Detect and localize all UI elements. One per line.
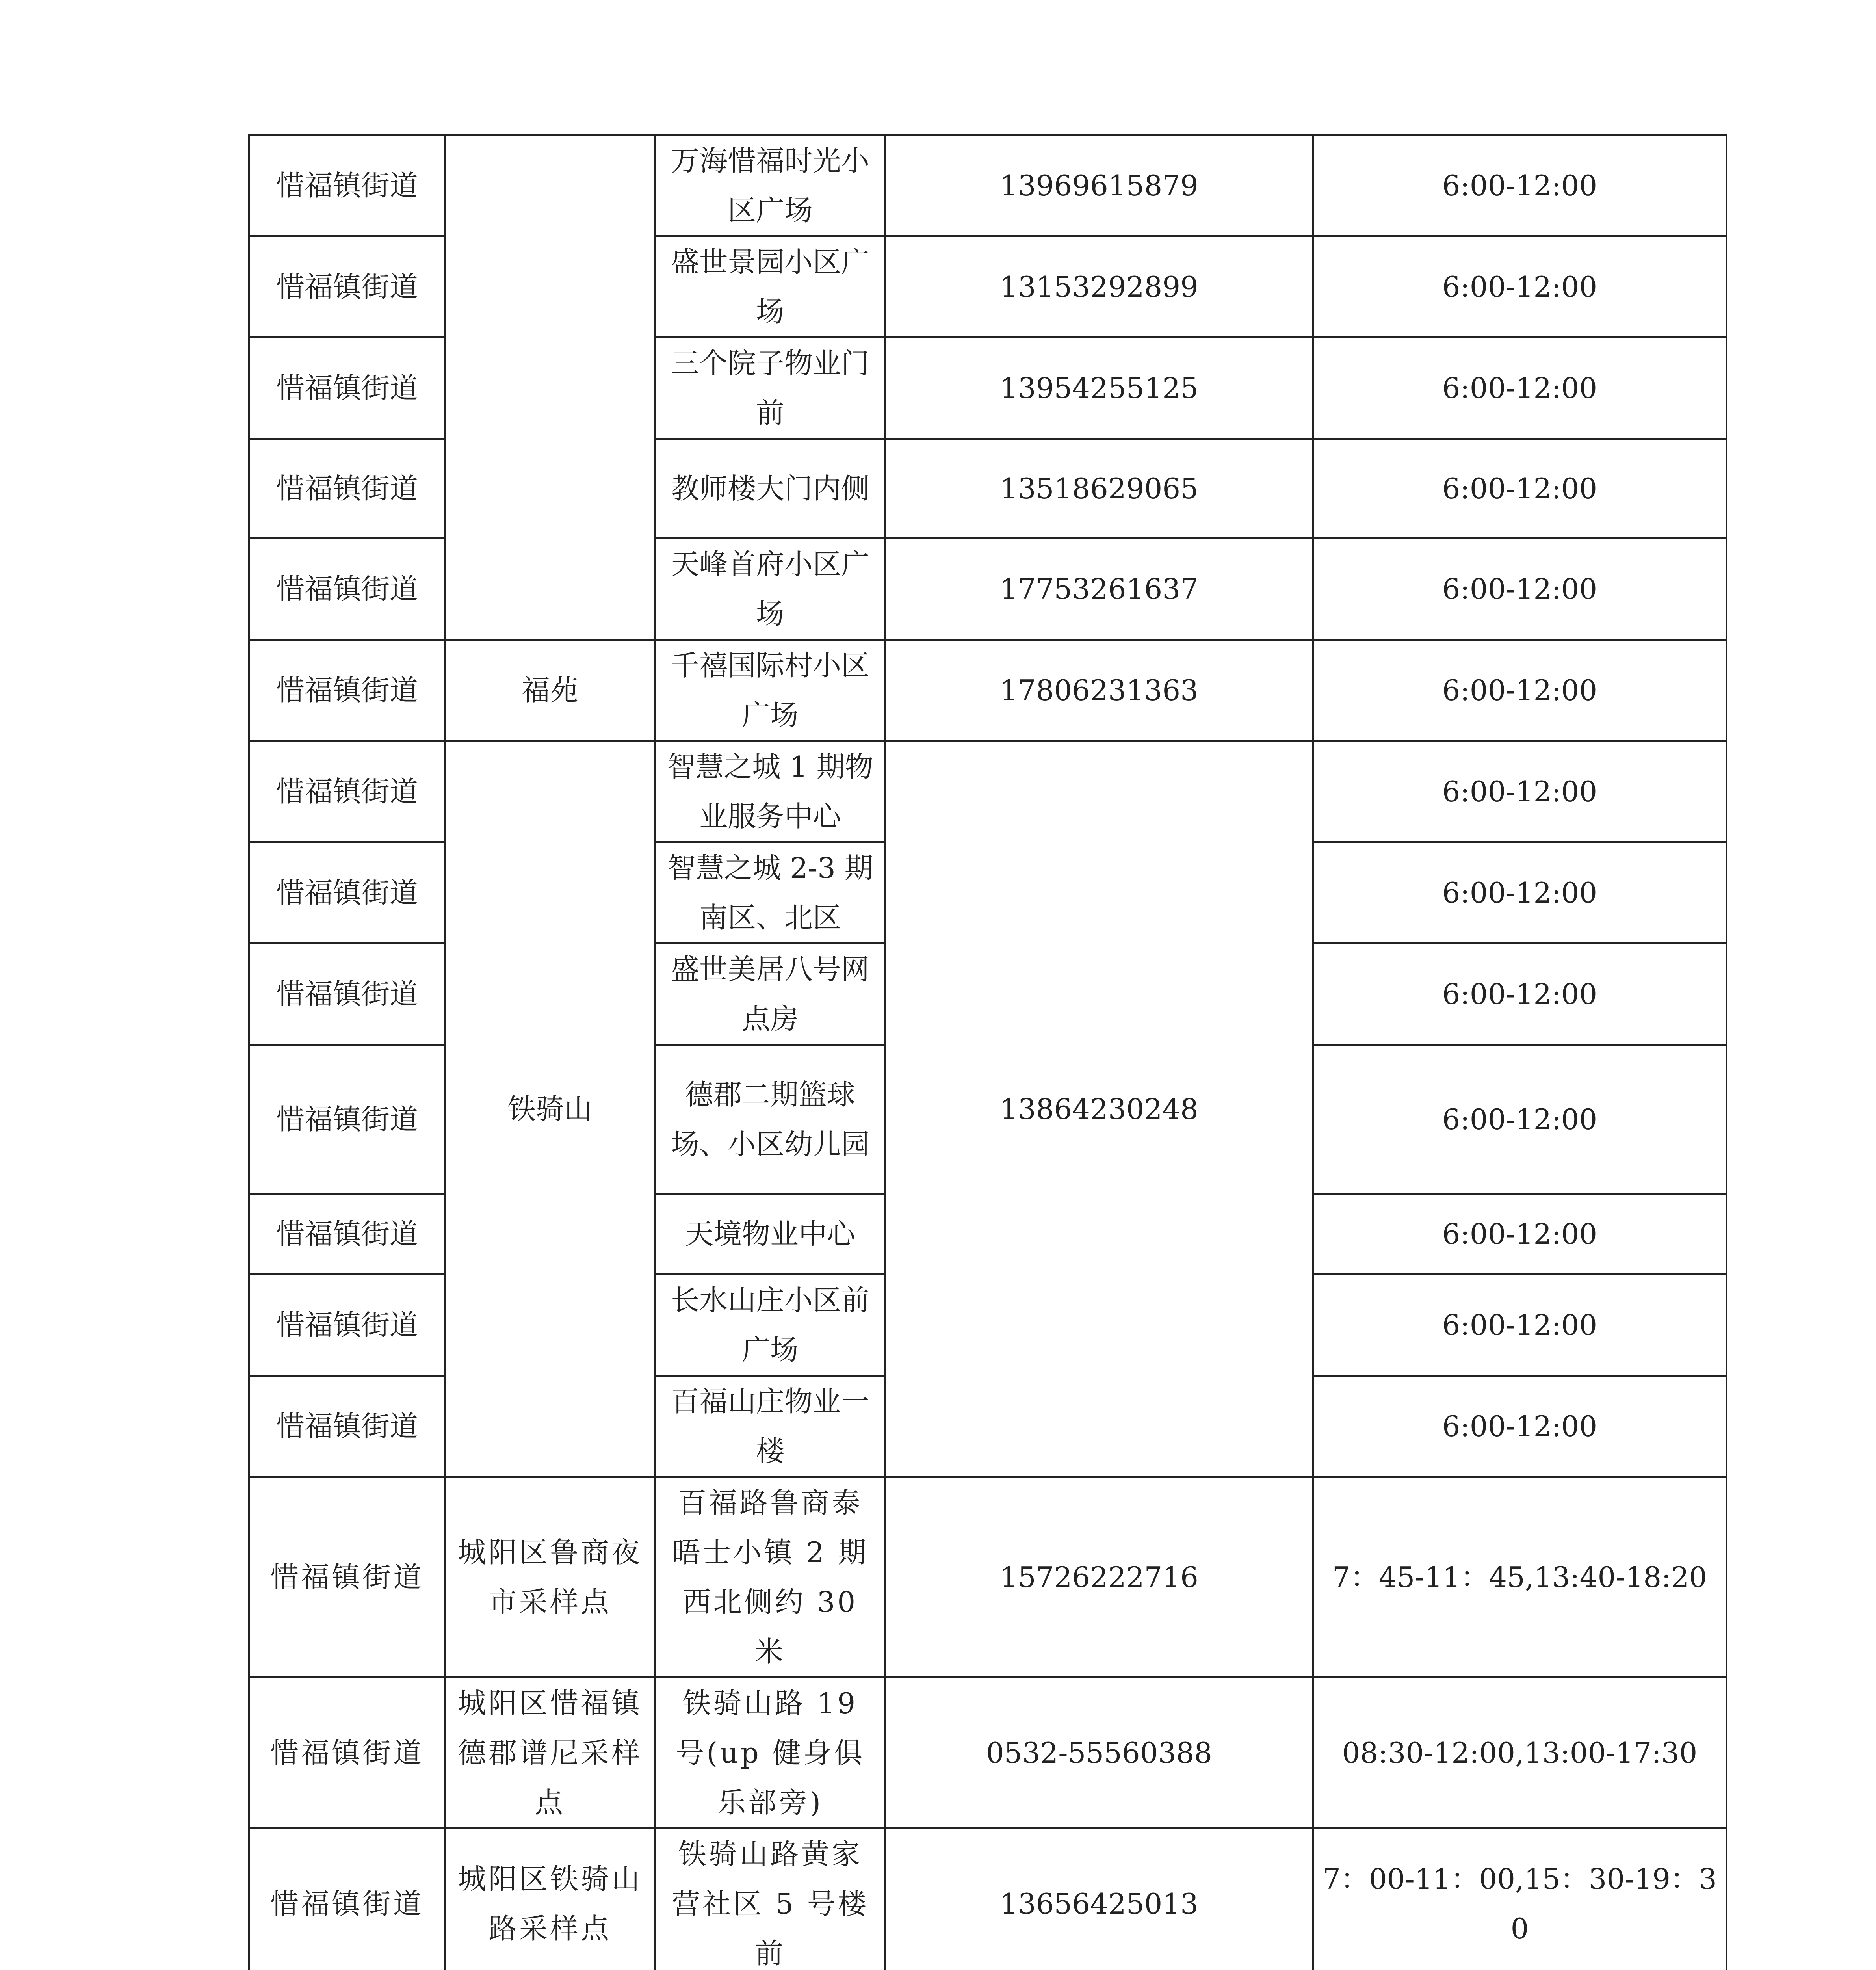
site-cell: 千禧国际村小区广场: [655, 640, 886, 741]
community-cell: 城阳区铁骑山路采样点: [445, 1829, 655, 1970]
phone-cell: 13969615879: [886, 135, 1313, 236]
site-cell: 教师楼大门内侧: [655, 439, 886, 539]
street-cell: 惜福镇街道: [249, 338, 445, 439]
street-cell: 惜福镇街道: [249, 1045, 445, 1194]
table-row: [249, 135, 1727, 236]
site-cell: 智慧之城 1 期物业服务中心: [655, 741, 886, 842]
hours-cell: 6:00-12:00: [1313, 539, 1727, 640]
community-cell: 福苑: [445, 640, 655, 741]
street-cell: 惜福镇街道: [249, 539, 445, 640]
hours-cell: 6:00-12:00: [1313, 236, 1727, 338]
site-cell: 万海惜福时光小区广场: [655, 135, 886, 236]
hours-cell: 6:00-12:00: [1313, 1376, 1727, 1477]
phone-cell: 13954255125: [886, 338, 1313, 439]
table-row: [249, 640, 1727, 741]
community-cell: 城阳区鲁商夜市采样点: [445, 1477, 655, 1678]
site-cell: 盛世景园小区广场: [655, 236, 886, 338]
street-cell: 惜福镇街道: [249, 741, 445, 842]
phone-cell: 13656425013: [886, 1829, 1313, 1970]
hours-cell: 6:00-12:00: [1313, 741, 1727, 842]
hours-cell: 7：00-11：00,15：30-19：30: [1313, 1829, 1727, 1970]
site-cell: 德郡二期篮球场、小区幼儿园: [655, 1045, 886, 1194]
site-cell: 智慧之城 2-3 期南区、北区: [655, 842, 886, 944]
street-cell: 惜福镇街道: [249, 1477, 445, 1678]
hours-cell: 6:00-12:00: [1313, 439, 1727, 539]
table-row: [249, 1477, 1727, 1678]
sampling-sites-table: [248, 134, 1727, 1970]
site-cell: 百福山庄物业一楼: [655, 1376, 886, 1477]
phone-cell: 15726222716: [886, 1477, 1313, 1678]
site-cell: 盛世美居八号网点房: [655, 944, 886, 1045]
hours-cell: 7：45-11：45,13:40-18:20: [1313, 1477, 1727, 1678]
community-cell: 城阳区惜福镇德郡谱尼采样点: [445, 1678, 655, 1829]
street-cell: 惜福镇街道: [249, 236, 445, 338]
street-cell: 惜福镇街道: [249, 640, 445, 741]
hours-cell: 6:00-12:00: [1313, 1194, 1727, 1275]
street-cell: 惜福镇街道: [249, 842, 445, 944]
street-cell: 惜福镇街道: [249, 439, 445, 539]
street-cell: 惜福镇街道: [249, 1376, 445, 1477]
site-cell: 长水山庄小区前广场: [655, 1275, 886, 1376]
hours-cell: 6:00-12:00: [1313, 842, 1727, 944]
hours-cell: 6:00-12:00: [1313, 944, 1727, 1045]
street-cell: 惜福镇街道: [249, 1275, 445, 1376]
street-cell: 惜福镇街道: [249, 135, 445, 236]
street-cell: 惜福镇街道: [249, 1678, 445, 1829]
phone-cell: 13153292899: [886, 236, 1313, 338]
phone-cell: 17806231363: [886, 640, 1313, 741]
hours-cell: 6:00-12:00: [1313, 640, 1727, 741]
hours-cell: 08:30-12:00,13:00-17:30: [1313, 1678, 1727, 1829]
hours-cell: 6:00-12:00: [1313, 338, 1727, 439]
site-cell: 铁骑山路 19 号(up 健身俱乐部旁): [655, 1678, 886, 1829]
site-cell: 三个院子物业门前: [655, 338, 886, 439]
table-row: [249, 1829, 1727, 1970]
site-cell: 天峰首府小区广场: [655, 539, 886, 640]
hours-cell: 6:00-12:00: [1313, 1275, 1727, 1376]
community-cell-empty: [445, 135, 655, 640]
street-cell: 惜福镇街道: [249, 944, 445, 1045]
site-cell: 天境物业中心: [655, 1194, 886, 1275]
hours-cell: 6:00-12:00: [1313, 135, 1727, 236]
site-cell: 铁骑山路黄家营社区 5 号楼前: [655, 1829, 886, 1970]
street-cell: 惜福镇街道: [249, 1829, 445, 1970]
phone-cell: 0532-55560388: [886, 1678, 1313, 1829]
hours-cell: 6:00-12:00: [1313, 1045, 1727, 1194]
phone-cell: 17753261637: [886, 539, 1313, 640]
table-row: [249, 1678, 1727, 1829]
phone-cell: 13864230248: [886, 741, 1313, 1477]
phone-cell: 13518629065: [886, 439, 1313, 539]
street-cell: 惜福镇街道: [249, 1194, 445, 1275]
site-cell: 百福路鲁商泰晤士小镇 2 期西北侧约 30 米: [655, 1477, 886, 1678]
table-row: [249, 741, 1727, 842]
community-cell: 铁骑山: [445, 741, 655, 1477]
